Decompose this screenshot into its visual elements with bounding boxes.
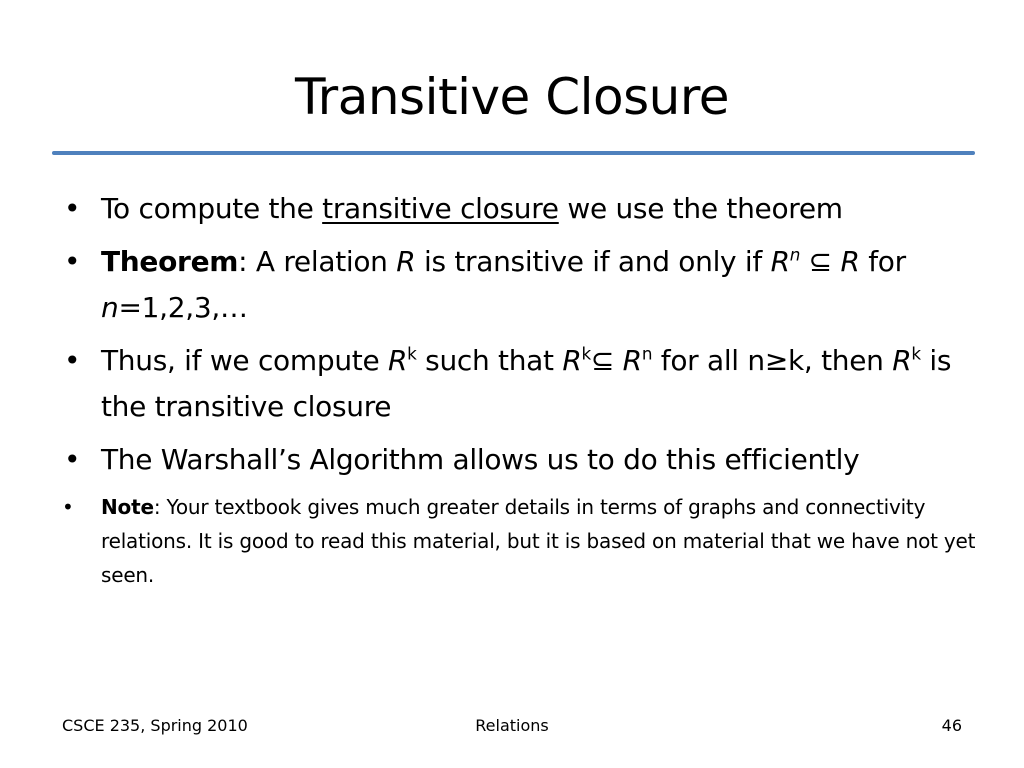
- slide-title: Transitive Closure: [294, 68, 730, 126]
- bullet-compute-closure: • To compute the transitive closure we use the theorem: [56, 186, 986, 232]
- theorem-label: Theorem: [101, 245, 239, 278]
- bullet-compute-rk: • Thus, if we compute $R^k$ such that $R^k⊆$ $R^n$ for all n≥k, then $R^k$ is the transitive closure: [56, 338, 986, 430]
- transitive-closure-term: transitive closure: [322, 192, 559, 225]
- bullet-marker: •: [64, 245, 81, 278]
- title-divider: [52, 151, 975, 155]
- bullet-note: • Note: Your textbook gives much greater details in terms of graphs and connectivity relations. It is good to read this material, but it is based on material that we have not yet seen.: [56, 490, 986, 592]
- bullet-theorem: • Theorem: A relation R is transitive if and only if $R^n$ ⊆ R for n=1,2,3,…: [56, 239, 986, 331]
- bullet-marker: •: [64, 192, 81, 225]
- bullet-marker: •: [64, 443, 81, 476]
- footer-topic: Relations: [475, 716, 549, 735]
- slide-number: 46: [941, 716, 962, 735]
- bullet-list: [56, 186, 986, 592]
- bullet-warshall: • The Warshall’s Algorithm allows us to do this efficiently: [56, 437, 986, 483]
- bullet-marker: •: [64, 344, 81, 377]
- footer-course: CSCE 235, Spring 2010: [62, 716, 248, 735]
- note-label: Note: [101, 495, 154, 519]
- bullet-marker: •: [62, 495, 74, 519]
